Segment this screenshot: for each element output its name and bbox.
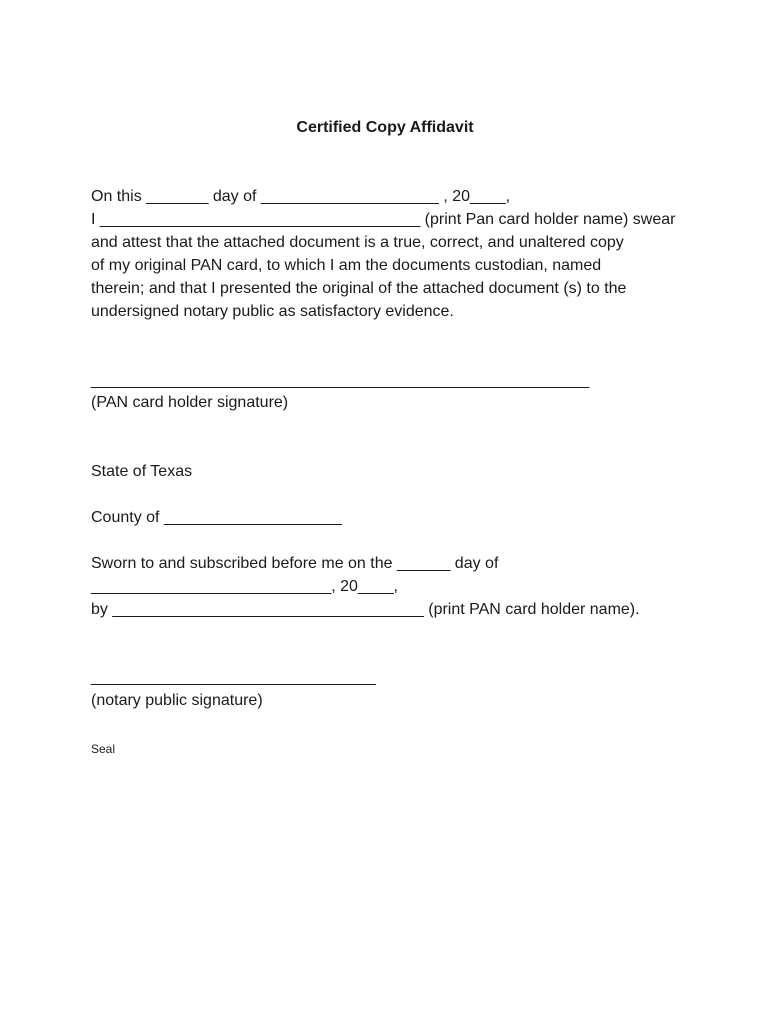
- paragraph-line-6: undersigned notary public as satisfactory evidence.: [91, 303, 454, 320]
- paragraph-line-1: On this _______ day of ____________________ , 20____,: [91, 188, 511, 205]
- paragraph-line-4: of my original PAN card, to which I am the documents custodian, named: [91, 257, 602, 274]
- sworn-line-2: ___________________________, 20____,: [91, 578, 398, 595]
- state-line: State of Texas: [91, 463, 193, 480]
- sworn-line-1: Sworn to and subscribed before me on the ______ day of: [91, 555, 499, 572]
- sworn-line-3: by ___________________________________ (print PAN card holder name).: [91, 601, 640, 618]
- notary-signature-line: ________________________________: [91, 669, 376, 686]
- paragraph-line-2: I ____________________________________ (print Pan card holder name) swear: [91, 211, 676, 228]
- holder-signature-line: ________________________________________________________: [91, 372, 590, 389]
- paragraph-line-3: and attest that the attached document is a true, correct, and unaltered copy: [91, 234, 624, 251]
- document-title: Certified Copy Affidavit: [296, 119, 474, 136]
- county-line: County of ____________________: [91, 509, 342, 526]
- notary-signature-caption: (notary public signature): [91, 692, 263, 709]
- seal-label: Seal: [91, 742, 116, 756]
- holder-signature-caption: (PAN card holder signature): [91, 394, 289, 411]
- paragraph-line-5: therein; and that I presented the original of the attached document (s) to the: [91, 280, 627, 297]
